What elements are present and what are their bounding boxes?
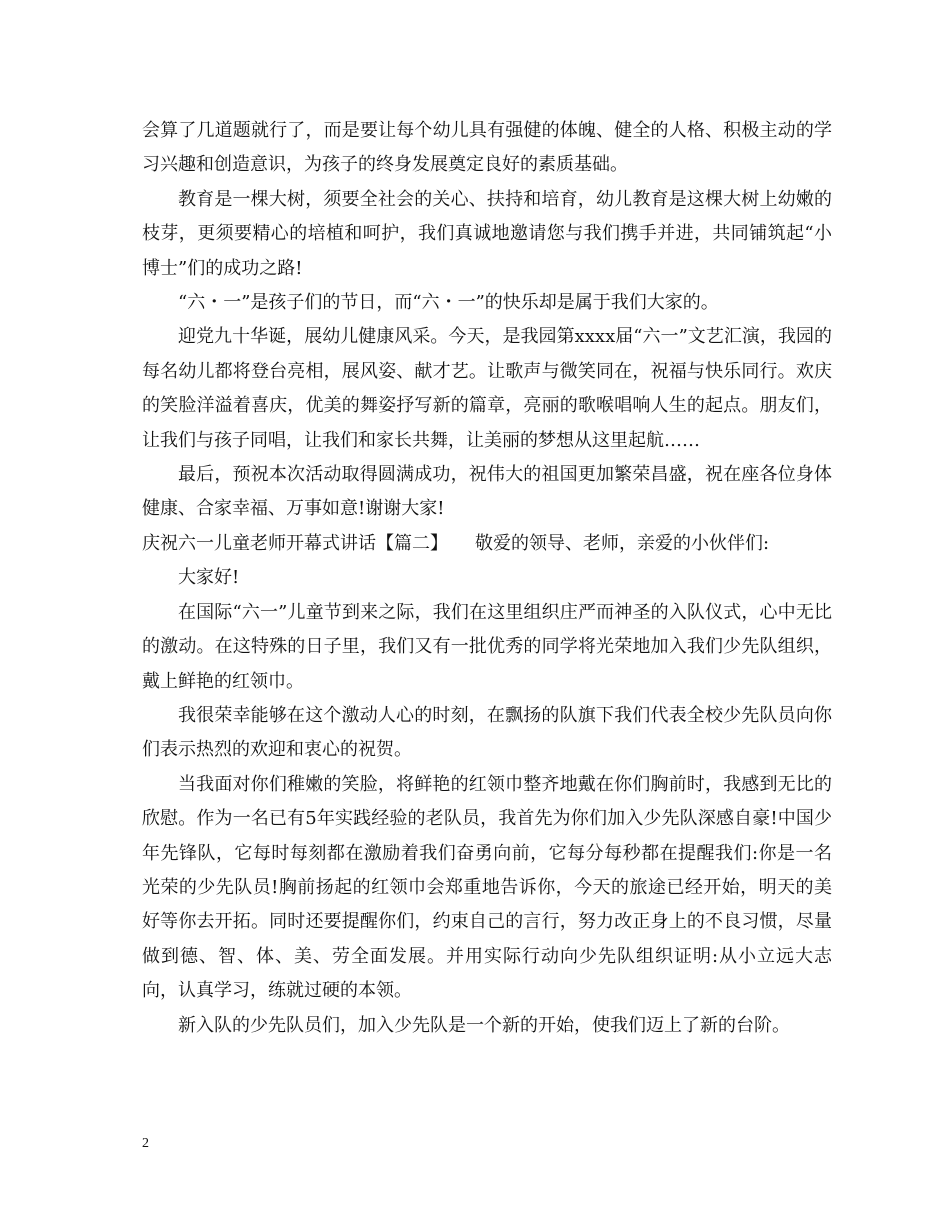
paragraph: “六・一”是孩子们的节日，而“六・一”的快乐却是属于我们大家的。 [178, 292, 719, 314]
paragraph: 会算了几道题就行了，而是要让每个幼儿具有强健的体魄、健全的人格、积极主动的学习兴趣和创造意识，为孩子的终身发展奠定良好的素质基础。 [142, 120, 832, 176]
paragraph: 在国际“六一”儿童节到来之际，我们在这里组织庄严而神圣的入队仪式，心中无比的激动。在这特殊的日子里，我们又有一批优秀的同学将光荣地加入我们少先队组织，戴上鲜艳的红领巾。 [142, 601, 832, 692]
section-heading: 庆祝六一儿童老师开幕式讲话【篇二】 敬爱的领导、老师，亲爱的小伙伴们: [142, 532, 770, 554]
page-number: 2 [142, 1136, 149, 1151]
paragraph: 迎党九十华诞，展幼儿健康风采。今天，是我园第xxxx届“六一”文艺汇演，我园的每名幼儿都将登台亮相，展风姿、献才艺。让歌声与微笑同在，祝福与快乐同行。欢庆的笑脸洋溢着喜庆，优美的舞姿抒写新的篇章，亮丽的歌喉唱响人生的起点。朋友们，让我们与孩子同唱，让我们和家长共舞，让美丽的梦想从这里起航…… [142, 326, 832, 451]
paragraph: 大家好! [178, 567, 240, 589]
paragraph: 当我面对你们稚嫩的笑脸，将鲜艳的红领巾整齐地戴在你们胸前时，我感到无比的欣慰。作为一名已有5年实践经验的老队员，我首先为你们加入少先队深感自豪!中国少年先锋队，它每时每刻都在激励着我们奋勇向前，它每分每秒都在提醒我们:你是一名光荣的少先队员!胸前扬起的红领巾会郑重地告诉你，今天的旅途已经开始，明天的美好等你去开拓。同时还要提醒你们，约束自己的言行，努力改正身上的不良习惯，尽量做到德、智、体、美、劳全面发展。并用实际行动向少先队组织证明:从小立远大志向，认真学习，练就过硬的本领。 [142, 773, 832, 1002]
document-body [142, 114, 832, 1043]
paragraph: 我很荣幸能够在这个激动人心的时刻，在飘扬的队旗下我们代表全校少先队员向你们表示热烈的欢迎和衷心的祝贺。 [142, 704, 832, 761]
paragraph: 最后，预祝本次活动取得圆满成功，祝伟大的祖国更加繁荣昌盛，祝在座各位身体健康、合家幸福、万事如意!谢谢大家! [142, 464, 832, 520]
paragraph: 教育是一棵大树，须要全社会的关心、扶持和培育，幼儿教育是这棵大树上幼嫩的枝芽，更须要精心的培植和呵护，我们真诚地邀请您与我们携手并进，共同铺筑起“小博士”们的成功之路! [142, 188, 832, 279]
paragraph: 新入队的少先队员们，加入少先队是一个新的开始，使我们迈上了新的台阶。 [178, 1014, 790, 1036]
